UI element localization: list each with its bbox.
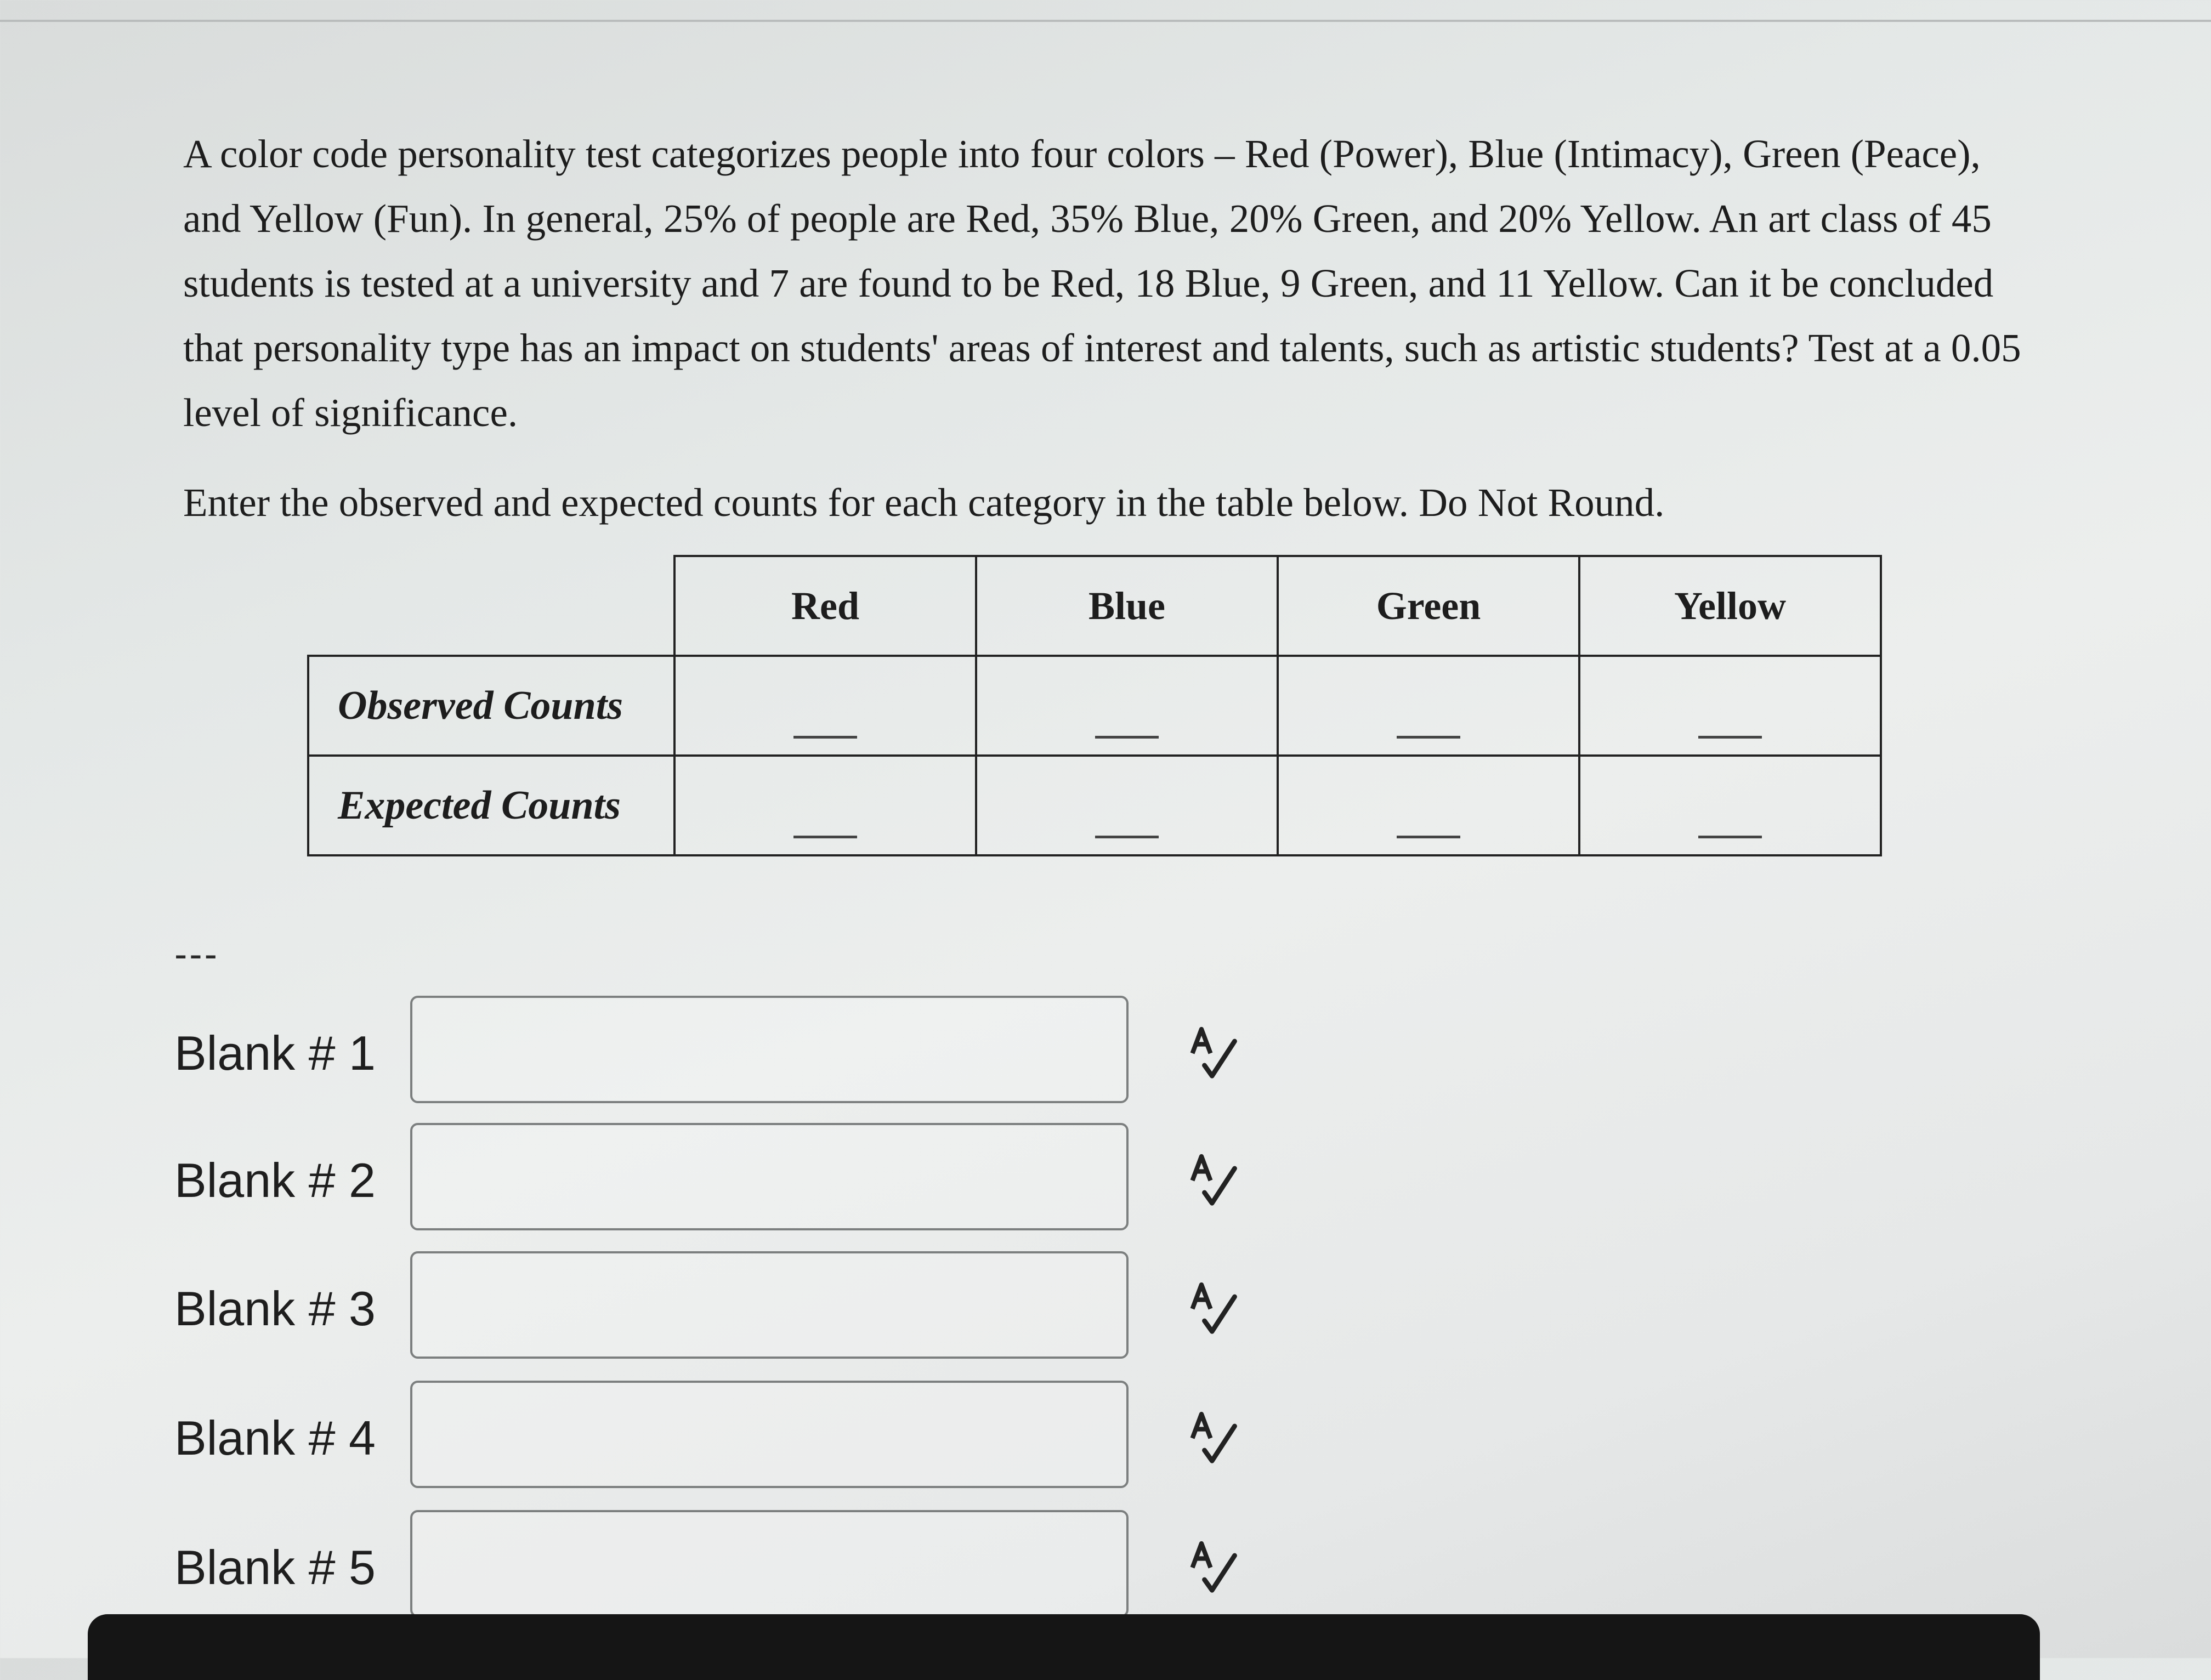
cell-expected-green [1278,756,1579,855]
blank-label-3: Blank # 3 [174,1281,376,1336]
cell-observed-green [1278,656,1579,756]
cell-expected-blue [976,756,1278,855]
instruction-text: Enter the observed and expected counts for each category in the table below. Do Not Round. [183,480,1665,525]
cell-expected-red [674,756,976,855]
bottom-toolbar [88,1614,2040,1680]
blank-input-1[interactable] [410,996,1129,1103]
blank-row-4 [174,1381,1271,1496]
row-header-expected: Expected Counts [308,756,674,855]
blank-placeholder-line [1095,836,1159,838]
cell-observed-yellow [1579,656,1881,756]
blank-label-2: Blank # 2 [174,1153,376,1207]
spellcheck-icon[interactable] [1183,1023,1244,1083]
blank-input-5[interactable] [410,1510,1129,1617]
blank-row-5 [174,1510,1271,1625]
blank-placeholder-line [1095,736,1159,739]
blank-placeholder-line [793,836,857,838]
counts-table [307,555,1882,856]
table-header-row [308,556,1881,656]
column-header-green: Green [1278,556,1579,656]
spellcheck-icon[interactable] [1183,1408,1244,1468]
question-paragraph: A color code personality test categorizes people into four colors – Red (Power), Blue (Intimacy), Green (Peace), and Yellow (Fun). In general, 25% of people are Red, 35% Blue, 20% Green, and 20% Yellow. An art class of 45 students is tested at a university and 7 are found to be Red, 18 Blue, 9 Green, and 11 Yellow. Can it be concluded that personality type has an impact on students' areas of interest and talents, such as artistic students? Test at a 0.05 level of significance. [183,132,2021,435]
spellcheck-icon[interactable] [1183,1537,1244,1598]
blank-row-2 [174,1123,1271,1238]
table-row-observed [308,656,1881,756]
blank-row-3 [174,1251,1271,1366]
blank-input-4[interactable] [410,1381,1129,1488]
spellcheck-icon[interactable] [1183,1150,1244,1211]
blank-input-3[interactable] [410,1251,1129,1359]
column-header-yellow: Yellow [1579,556,1881,656]
blank-label-4: Blank # 4 [174,1411,376,1465]
blank-label-1: Blank # 1 [174,1026,376,1080]
blank-input-2[interactable] [410,1123,1129,1230]
cell-expected-yellow [1579,756,1881,855]
blank-row-1 [174,996,1271,1111]
question-text [183,122,2037,445]
blank-label-5: Blank # 5 [174,1540,376,1594]
cell-observed-blue [976,656,1278,756]
blank-placeholder-line [1397,836,1460,838]
row-header-observed: Observed Counts [308,656,674,756]
column-header-blue: Blue [976,556,1278,656]
column-header-red: Red [674,556,976,656]
table-row-expected [308,756,1881,855]
blank-placeholder-line [1397,736,1460,739]
top-divider [0,20,2211,22]
spellcheck-icon[interactable] [1183,1279,1244,1339]
blank-placeholder-line [793,736,857,739]
cell-observed-red [674,656,976,756]
table-corner-cell [308,556,674,656]
section-separator: --- [174,933,219,975]
blank-placeholder-line [1698,836,1762,838]
blank-placeholder-line [1698,736,1762,739]
